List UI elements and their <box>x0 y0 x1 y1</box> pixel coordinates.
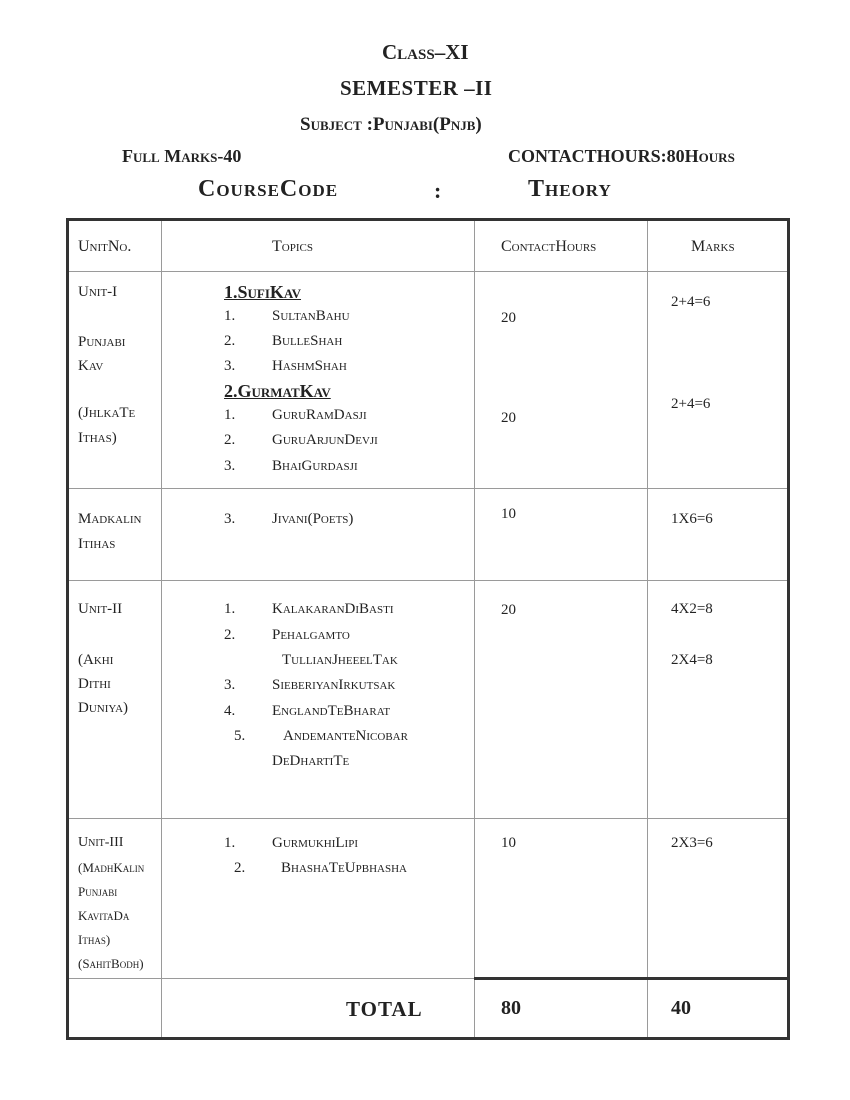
total-hours: 80 <box>501 997 521 1019</box>
topics-cell: 1.SufiKav 1. SultanBahu 2. BulleShah 3. HashmShah 2.GurmatKav 1. GuruRamDasji 2. GuruArjunDevji 3. BhaiGurdasji <box>162 272 475 489</box>
course-type: Theory <box>528 176 612 202</box>
header-unit-no: UnitNo. <box>68 220 162 272</box>
table-row-total <box>68 979 789 1039</box>
marks-cell: 4X2=8 2X4=8 <box>648 581 789 819</box>
course-code-colon: : <box>434 178 442 203</box>
total-label-cell <box>162 979 475 1039</box>
unit-cell: Unit-II (Akhi Dithi Duniya) <box>68 581 162 819</box>
section-title-gurmat-kav: 2.GurmatKav <box>224 381 331 401</box>
class-heading: Class–XI <box>382 40 469 64</box>
subject-heading: Subject :Punjabi(Pnjb) <box>300 114 482 135</box>
total-blank-cell <box>68 979 162 1039</box>
marks-cell: 2X3=6 <box>648 819 789 979</box>
hours-cell: 10 <box>475 489 648 581</box>
unit-cell: Unit-III (MadhKalin Punjabi KavitaDa Ithas) (SahitBodh) <box>68 819 162 979</box>
syllabus-table <box>66 218 790 1040</box>
full-marks: Full Marks-40 <box>122 146 242 166</box>
total-marks: 40 <box>671 997 691 1019</box>
marks-cell: 2+4=6 2+4=6 <box>648 272 789 489</box>
total-label: TOTAL <box>346 997 423 1021</box>
total-hours-cell <box>475 979 648 1039</box>
hours-cell: 20 <box>475 581 648 819</box>
table-header-row <box>68 220 789 272</box>
section-title-sufi-kav: 1.SufiKav <box>224 282 302 302</box>
table-row-madkalin <box>68 489 789 581</box>
topics-cell: 3. Jivani(Poets) <box>162 489 475 581</box>
unit-cell: Unit-I Punjabi Kav (JhlkaTe Ithas) <box>68 272 162 489</box>
table-row-unit-1 <box>68 272 789 489</box>
topics-cell: 1. KalakaranDiBasti 2. Pehalgamto TullianJheeelTak 3. SieberiyanIrkutsak 4. EnglandTeBharat 5. AndemanteNicobar DeDhartiTe <box>162 581 475 819</box>
header-topics: Topics <box>162 220 475 272</box>
table-row-unit-3 <box>68 819 789 979</box>
contact-hours-total: CONTACTHOURS:80Hours <box>508 146 735 166</box>
hours-cell: 10 <box>475 819 648 979</box>
topics-cell: 1. GurmukhiLipi 2. BhashaTeUpbhasha <box>162 819 475 979</box>
marks-cell: 1X6=6 <box>648 489 789 581</box>
header-contact-hours: ContactHours <box>475 220 648 272</box>
course-code-label: CourseCode <box>198 176 339 202</box>
hours-cell: 20 20 <box>475 272 648 489</box>
total-marks-cell <box>648 979 789 1039</box>
unit-cell: Madkalin Itihas <box>68 489 162 581</box>
semester-heading: SEMESTER –II <box>340 76 493 100</box>
header-marks: Marks <box>648 220 789 272</box>
table-row-unit-2 <box>68 581 789 819</box>
